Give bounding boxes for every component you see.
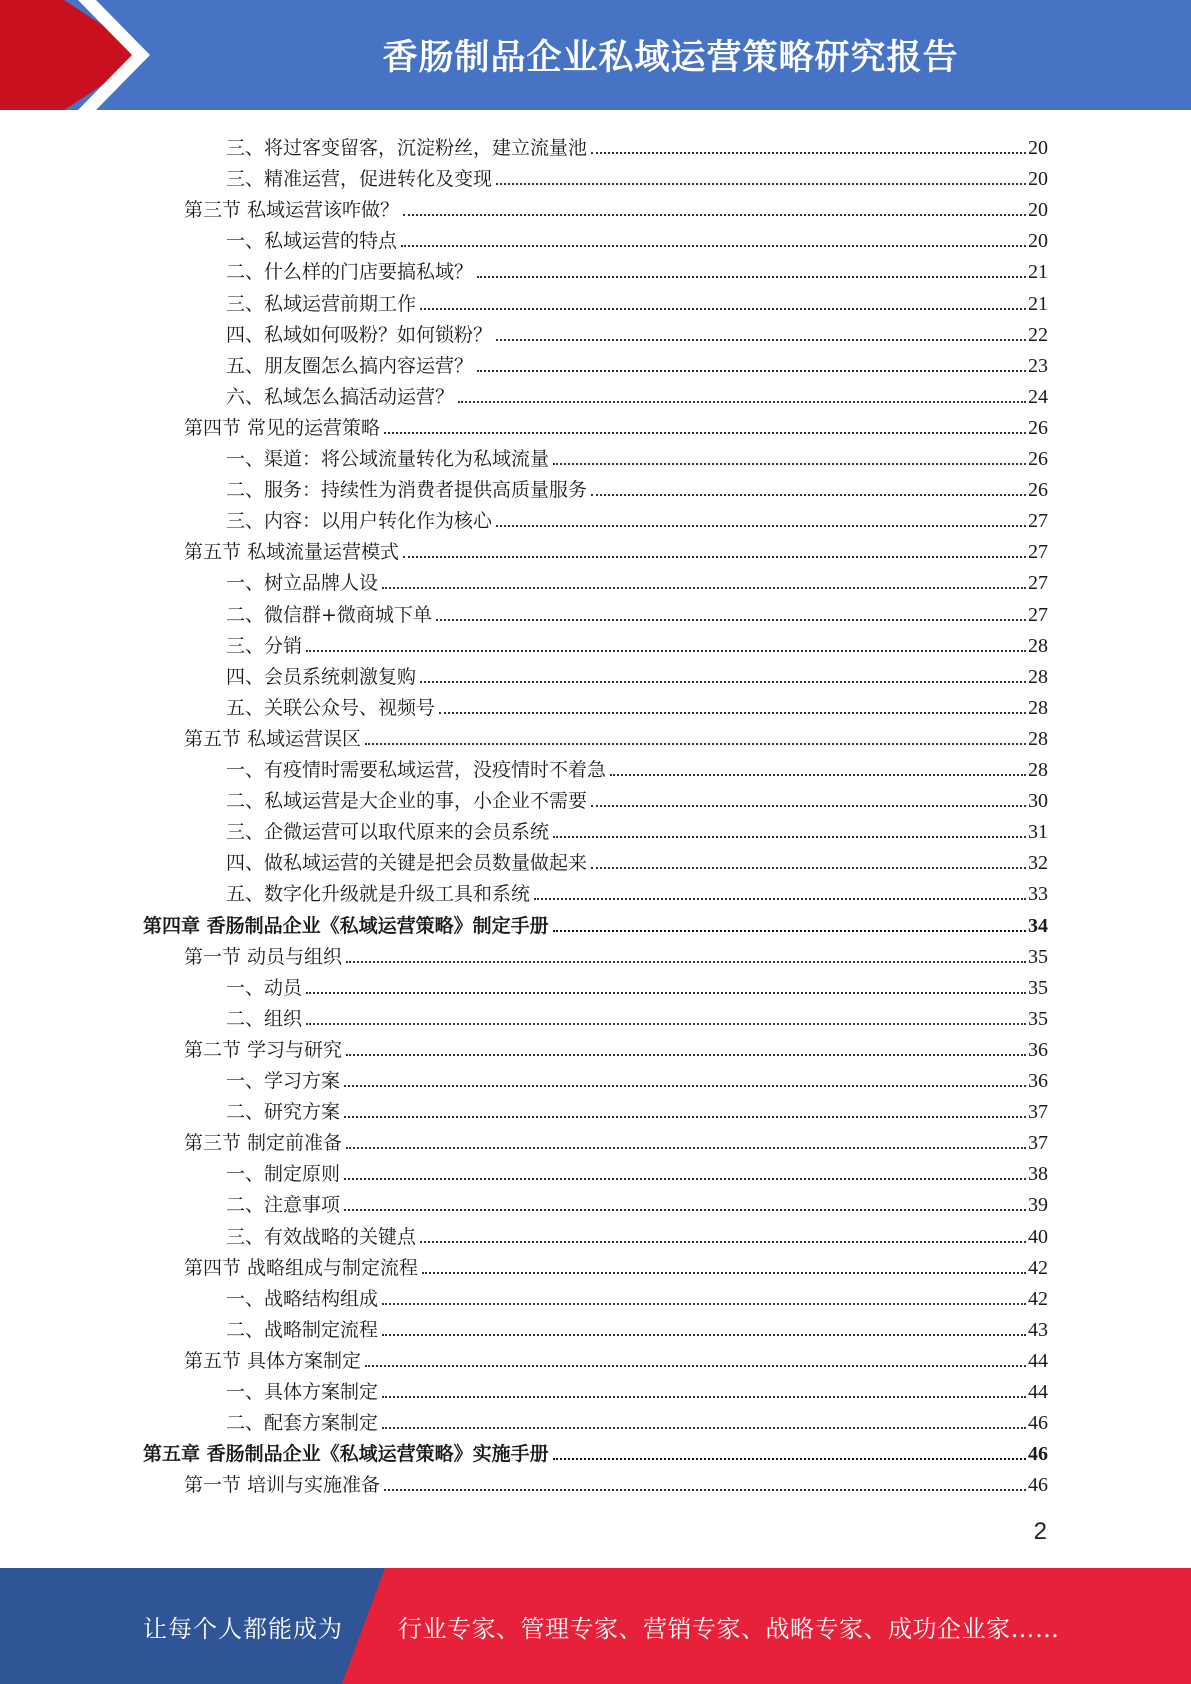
toc-entry-title: 五、朋友圈怎么搞内容运营？ [226, 354, 474, 377]
toc-section-entry[interactable] [184, 719, 1048, 750]
toc-entry-title: 二、配套方案制定 [226, 1412, 379, 1435]
toc-subsection-entry[interactable] [226, 315, 1048, 346]
toc-entry-title: 四、私域如何吸粉？如何锁粉？ [226, 323, 493, 346]
toc-subsection-entry[interactable] [226, 843, 1048, 874]
toc-leader-dots [382, 1427, 1026, 1429]
toc-entry-title: 二、什么样的门店要搞私域？ [226, 261, 474, 284]
toc-entry-page: 28 [1028, 634, 1048, 657]
toc-leader-dots [477, 370, 1026, 372]
toc-entry-title: 第四节 战略组成与制定流程 [184, 1256, 419, 1279]
toc-subsection-entry[interactable] [226, 252, 1048, 283]
page-number: 2 [1033, 1518, 1047, 1545]
toc-entry-title: 三、内容：以用户转化作为核心 [226, 510, 493, 533]
toc-entry-page: 40 [1028, 1225, 1048, 1248]
toc-entry-page: 27 [1028, 572, 1048, 595]
toc-leader-dots [344, 1209, 1026, 1211]
toc-leader-dots [591, 805, 1026, 807]
toc-entry-title: 二、服务：持续性为消费者提供高质量服务 [226, 479, 588, 502]
toc-entry-title: 五、数字化升级就是升级工具和系统 [226, 883, 531, 906]
toc-entry-page: 24 [1028, 385, 1048, 408]
toc-entry-page: 38 [1028, 1163, 1048, 1186]
toc-entry-page: 26 [1028, 416, 1048, 439]
toc-leader-dots [344, 1116, 1026, 1118]
page-header [0, 0, 1191, 110]
toc-entry-title: 第三节 私域运营该咋做？ [184, 199, 400, 222]
toc-entry-title: 第一节 培训与实施准备 [184, 1474, 381, 1497]
toc-subsection-entry[interactable] [226, 626, 1048, 657]
toc-section-entry[interactable] [184, 1341, 1048, 1372]
toc-section-entry[interactable] [184, 1248, 1048, 1279]
toc-entry-title: 一、动员 [226, 976, 303, 999]
toc-leader-dots [306, 1023, 1026, 1025]
toc-entry-title: 二、注意事项 [226, 1194, 341, 1217]
toc-entry-title: 一、具体方案制定 [226, 1381, 379, 1403]
toc-entry-title: 第五节 私域流量运营模式 [184, 541, 400, 564]
toc-subsection-entry[interactable] [226, 470, 1048, 501]
toc-entry-page: 28 [1028, 665, 1048, 688]
toc-entry-page: 36 [1028, 1038, 1048, 1061]
toc-entry-page: 27 [1028, 510, 1048, 533]
toc-leader-dots [591, 494, 1026, 496]
toc-entry-page: 43 [1028, 1318, 1048, 1341]
toc-chapter-entry[interactable] [143, 1434, 1048, 1465]
toc-subsection-entry[interactable] [226, 346, 1048, 377]
toc-entry-page: 27 [1028, 603, 1048, 626]
toc-entry-title: 三、企微运营可以取代原来的会员系统 [226, 821, 550, 844]
toc-leader-dots [365, 1365, 1026, 1367]
toc-entry-page: 28 [1028, 727, 1048, 750]
toc-subsection-entry[interactable] [226, 968, 1048, 999]
toc-entry-page: 42 [1028, 1287, 1048, 1310]
toc-subsection-entry[interactable] [226, 1372, 1048, 1403]
toc-entry-title: 二、组织 [226, 1007, 303, 1030]
toc-subsection-entry[interactable] [226, 688, 1048, 719]
toc-entry-title: 一、有疫情时需要私域运营，没疫情时不着急 [226, 759, 607, 781]
toc-entry-title: 一、学习方案 [226, 1070, 341, 1092]
toc-leader-dots [306, 650, 1026, 652]
toc-subsection-entry[interactable] [226, 595, 1048, 626]
toc-entry-page: 20 [1028, 137, 1048, 159]
toc-entry-page: 20 [1028, 199, 1048, 222]
toc-entry-title: 三、分销 [226, 634, 303, 657]
toc-leader-dots [420, 1241, 1026, 1243]
toc-leader-dots [384, 432, 1026, 434]
toc-entry-page: 35 [1028, 1007, 1048, 1030]
toc-leader-dots [346, 1147, 1026, 1149]
toc-leader-dots [365, 743, 1026, 745]
toc-leader-dots [382, 1396, 1026, 1398]
toc-entry-page: 37 [1028, 1101, 1048, 1124]
toc-leader-dots [591, 152, 1026, 154]
toc-entry-page: 36 [1028, 1070, 1048, 1092]
toc-entry-page: 46 [1028, 1474, 1048, 1497]
toc-entry-page: 30 [1028, 790, 1048, 813]
toc-entry-page: 28 [1028, 759, 1048, 781]
toc-leader-dots [384, 1489, 1026, 1491]
toc-leader-dots [496, 339, 1026, 341]
toc-subsection-entry[interactable] [226, 439, 1048, 470]
toc-entry-title: 第五节 具体方案制定 [184, 1349, 362, 1372]
toc-entry-title: 一、私域运营的特点 [226, 230, 398, 253]
toc-subsection-entry[interactable] [226, 128, 1048, 159]
toc-subsection-entry[interactable] [226, 1310, 1048, 1341]
toc-leader-dots [306, 992, 1026, 994]
toc-entry-page: 44 [1028, 1349, 1048, 1372]
toc-entry-title: 一、树立品牌人设 [226, 572, 379, 595]
toc-leader-dots [422, 1272, 1026, 1274]
toc-subsection-entry[interactable] [226, 284, 1048, 315]
toc-subsection-entry[interactable] [226, 1279, 1048, 1310]
toc-entry-page: 31 [1028, 821, 1048, 844]
toc-entry-page: 33 [1028, 883, 1048, 906]
toc-entry-page: 28 [1028, 696, 1048, 719]
toc-subsection-entry[interactable] [226, 999, 1048, 1030]
toc-entry-title: 三、私域运营前期工作 [226, 292, 417, 315]
toc-subsection-entry[interactable] [226, 812, 1048, 843]
toc-entry-page: 35 [1028, 945, 1048, 968]
toc-section-entry[interactable] [184, 937, 1048, 968]
toc-entry-title: 第四章 香肠制品企业《私域运营策略》制定手册 [143, 914, 549, 937]
toc-leader-dots [344, 1085, 1026, 1087]
toc-leader-dots [496, 525, 1026, 527]
toc-entry-page: 34 [1028, 914, 1048, 937]
toc-entry-title: 三、将过客变留客，沉淀粉丝，建立流量池 [226, 137, 588, 159]
toc-subsection-entry[interactable] [226, 563, 1048, 594]
footer-slogan-right: 行业专家、管理专家、营销专家、战略专家、成功企业家…… [398, 1614, 1060, 1643]
toc-leader-dots [344, 1178, 1026, 1180]
toc-leader-dots [346, 1054, 1026, 1056]
toc-entry-title: 六、私域怎么搞活动运营？ [226, 385, 455, 408]
toc-section-entry[interactable] [184, 408, 1048, 439]
toc-leader-dots [534, 898, 1026, 900]
toc-entry-title: 四、会员系统刺激复购 [226, 665, 417, 688]
toc-leader-dots [382, 1334, 1026, 1336]
toc-section-entry[interactable] [184, 532, 1048, 563]
toc-subsection-entry[interactable] [226, 781, 1048, 812]
toc-leader-dots [382, 587, 1026, 589]
toc-subsection-entry[interactable] [226, 1185, 1048, 1216]
toc-leader-dots [477, 276, 1026, 278]
toc-subsection-entry[interactable] [226, 221, 1048, 252]
report-title: 香肠制品企业私域运营策略研究报告 [382, 38, 959, 78]
toc-entry-page: 20 [1028, 230, 1048, 253]
toc-entry-page: 22 [1028, 323, 1048, 346]
toc-entry-page: 21 [1028, 292, 1048, 315]
toc-leader-dots [346, 961, 1026, 963]
toc-subsection-entry[interactable] [226, 159, 1048, 190]
toc-entry-page: 23 [1028, 354, 1048, 377]
toc-subsection-entry[interactable] [226, 1403, 1048, 1434]
toc-entry-page: 21 [1028, 261, 1048, 284]
toc-entry-page: 20 [1028, 168, 1048, 191]
toc-leader-dots [403, 214, 1026, 216]
toc-entry-title: 二、私域运营是大企业的事，小企业不需要 [226, 790, 588, 813]
toc-subsection-entry[interactable] [226, 1217, 1048, 1248]
toc-subsection-entry[interactable] [226, 1154, 1048, 1185]
toc-leader-dots [420, 308, 1026, 310]
toc-entry-page: 46 [1028, 1443, 1048, 1466]
toc-leader-dots [610, 774, 1026, 776]
toc-entry-title: 一、渠道：将公域流量转化为私域流量 [226, 448, 550, 470]
toc-leader-dots [591, 867, 1026, 869]
toc-leader-dots [553, 836, 1026, 838]
toc-entry-title: 第五节 私域运营误区 [184, 727, 362, 750]
toc-entry-page: 26 [1028, 479, 1048, 502]
toc-entry-page: 46 [1028, 1412, 1048, 1435]
toc-entry-title: 五、关联公众号、视频号 [226, 696, 436, 719]
toc-section-entry[interactable] [184, 1030, 1048, 1061]
toc-entry-title: 一、制定原则 [226, 1163, 341, 1186]
toc-leader-dots [553, 930, 1026, 932]
toc-subsection-entry[interactable] [226, 1092, 1048, 1123]
footer-slogan-left: 让每个人都能成为 [143, 1614, 343, 1643]
toc-entry-page: 37 [1028, 1132, 1048, 1155]
toc-entry-page: 44 [1028, 1381, 1048, 1403]
toc-entry-title: 二、微信群+微商城下单 [226, 603, 432, 626]
toc-leader-dots [403, 556, 1026, 558]
toc-entry-title: 二、研究方案 [226, 1101, 341, 1124]
toc-leader-dots [553, 1458, 1026, 1460]
toc-entry-page: 32 [1028, 852, 1048, 875]
toc-entry-title: 二、战略制定流程 [226, 1318, 379, 1341]
toc-entry-page: 26 [1028, 448, 1048, 470]
toc-leader-dots [496, 183, 1026, 185]
toc-entry-title: 三、有效战略的关键点 [226, 1225, 417, 1248]
toc-entry-title: 第二节 学习与研究 [184, 1038, 343, 1061]
toc-entry-page: 39 [1028, 1194, 1048, 1217]
toc-entry-title: 三、精准运营，促进转化及变现 [226, 168, 493, 191]
toc-leader-dots [553, 463, 1026, 465]
toc-leader-dots [401, 245, 1026, 247]
toc-entry-title: 第三节 制定前准备 [184, 1132, 343, 1155]
toc-subsection-entry[interactable] [226, 657, 1048, 688]
toc-subsection-entry[interactable] [226, 874, 1048, 905]
toc-entry-page: 35 [1028, 976, 1048, 999]
toc-entry-page: 27 [1028, 541, 1048, 564]
toc-leader-dots [458, 401, 1026, 403]
toc-leader-dots [439, 712, 1026, 714]
toc-leader-dots [420, 681, 1026, 683]
toc-entry-title: 第一节 动员与组织 [184, 945, 343, 968]
toc-entry-page: 42 [1028, 1256, 1048, 1279]
toc-subsection-entry[interactable] [226, 750, 1048, 781]
toc-subsection-entry[interactable] [226, 1061, 1048, 1092]
toc-entry-title: 第四节 常见的运营策略 [184, 416, 381, 439]
toc-chapter-entry[interactable] [143, 906, 1048, 937]
toc-section-entry[interactable] [184, 1465, 1048, 1496]
toc-section-entry[interactable] [184, 190, 1048, 221]
toc-leader-dots [382, 1303, 1026, 1305]
toc-subsection-entry[interactable] [226, 377, 1048, 408]
toc-entry-title: 四、做私域运营的关键是把会员数量做起来 [226, 852, 588, 875]
page-footer [0, 1568, 1191, 1684]
toc-subsection-entry[interactable] [226, 501, 1048, 532]
toc-section-entry[interactable] [184, 1123, 1048, 1154]
toc-leader-dots [436, 619, 1026, 621]
toc-entry-title: 一、战略结构组成 [226, 1287, 379, 1310]
toc-entry-title: 第五章 香肠制品企业《私域运营策略》实施手册 [143, 1443, 549, 1466]
